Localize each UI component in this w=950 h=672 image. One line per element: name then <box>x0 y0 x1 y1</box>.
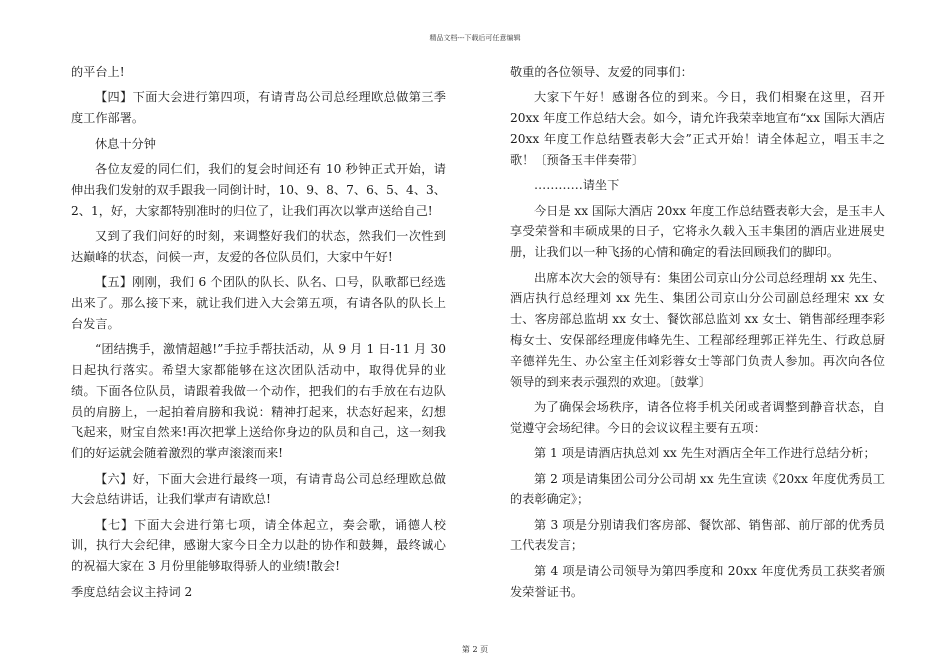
paragraph: …………请坐下 <box>534 178 620 193</box>
paragraph: 第 1 项是请酒店执总刘 xx 先生对酒店全年工作进行总结分析； <box>534 446 876 461</box>
paragraph: 【七】下面大会进行第七项，请全体起立，奏会歌，诵德人校训，执行大会纪律，感谢大家今日全力以赴的协作和鼓舞，最终诚心的祝福大家在 3 月份里能够取得骄人的业绩!散会! <box>71 517 446 574</box>
paragraph: 【五】刚刚，我们 6 个团队的队长、队名、口号，队歌都已经选出来了。那么接下来，就让我们进入大会第五项，有请各队的队长上台发言。 <box>71 275 446 331</box>
salutation: 敬重的各位领导、友爱的同事们： <box>510 65 693 79</box>
paragraph: 为了确保会场秩序，请各位将手机关闭或者调整到静音状态，自觉遵守会场纪律。今日的会议议程主要有五项： <box>510 399 885 435</box>
paragraph: “团结携手，激情超越!”手拉手帮扶活动，从 9 月 1 日-11 月 30 日起执行落实。希望大家都能够在这次团队活动中，取得优异的业绩。下面各位队员，请跟着我做一个动作，把我们的右手放在右边队员的肩膀上，一起拍着肩膀和我说：精神打起来，状态好起来，幻想飞起来，财宝自然来!再次把掌上送给你身边的队员和自己，这一刻我们的好运就会随着激烈的掌声滚滚而来! <box>71 342 446 461</box>
left-column <box>71 62 446 607</box>
right-column <box>510 62 885 607</box>
paragraph: 各位友爱的同仁们，我们的复会时间还有 10 秒钟正式开始，请伸出我们发射的双手跟我一同倒计时，10、9、8、7、6、5、4、3、2、1，好，大家都特别准时的归位了，让我们再次以掌声送给自己! <box>71 161 446 218</box>
paragraph: 又到了我们问好的时刻，来调整好我们的状态，然我们一次性到达巅峰的状态，问候一声，友爱的各位队员们，大家中午好! <box>71 228 446 264</box>
page-header: 精品文档---下载后可任意编辑 <box>429 34 521 42</box>
paragraph: 第 2 项是请集团公司分公司胡 xx 先生宣读《20xx 年度优秀员工的表彰确定》； <box>510 471 885 507</box>
paragraph: 【六】好，下面大会进行最终一项，有请青岛公司总经理欧总做大会总结讲话，让我们掌声有请欧总! <box>71 471 446 507</box>
paragraph: 大家下午好！感谢各位的到来。今日，我们相聚在这里，召开 20xx 年度工作总结大会。如今，请允许我荣幸地宣布“xx 国际大酒店 20xx 年度工作总结暨表彰大会”正式开始！请全体起立，唱玉丰之歌！〔预备玉丰伴奏带〕 <box>510 90 885 167</box>
paragraph: 休息十分钟 <box>95 136 156 151</box>
paragraph: 【四】下面大会进行第四项，有请青岛公司总经理欧总做第三季度工作部署。 <box>71 90 446 126</box>
paragraph: 出席本次大会的领导有：集团公司京山分公司总经理胡 xx 先生、酒店执行总经理刘 xx 先生、集团公司京山分公司副总经理宋 xx 女士、客房部总监胡 xx 女士、餐饮部总监刘 xx 女士、销售部经理李彩梅女士、安保部经理庞伟峰先生、工程部经理郭正祥先生、行政总厨辛德祥先生、办公室主任刘彩蓉女士等部门负责人参加。再次向各位领导的到来表示强烈的欢迎。〔鼓掌〕 <box>510 270 885 389</box>
paragraph: 第 4 项是请公司领导为第四季度和 20xx 年度优秀员工获奖者颁发荣誉证书。 <box>510 563 885 599</box>
section-title: 季度总结会议主持词 2 <box>71 584 193 599</box>
paragraph: 的平台上! <box>71 65 125 79</box>
page-number: 第 2 页 <box>461 645 489 654</box>
paragraph: 今日是 xx 国际大酒店 20xx 年度工作总结暨表彰大会，是玉丰人享受荣誉和丰硕成果的日子，它将永久载入玉丰集团的酒店业进展史册，让我们以一种飞扬的心情和确定的看法回顾我们的脚印。 <box>510 203 885 260</box>
paragraph: 第 3 项是分别请我们客房部、餐饮部、销售部、前厅部的优秀员工代表发言； <box>510 517 885 553</box>
